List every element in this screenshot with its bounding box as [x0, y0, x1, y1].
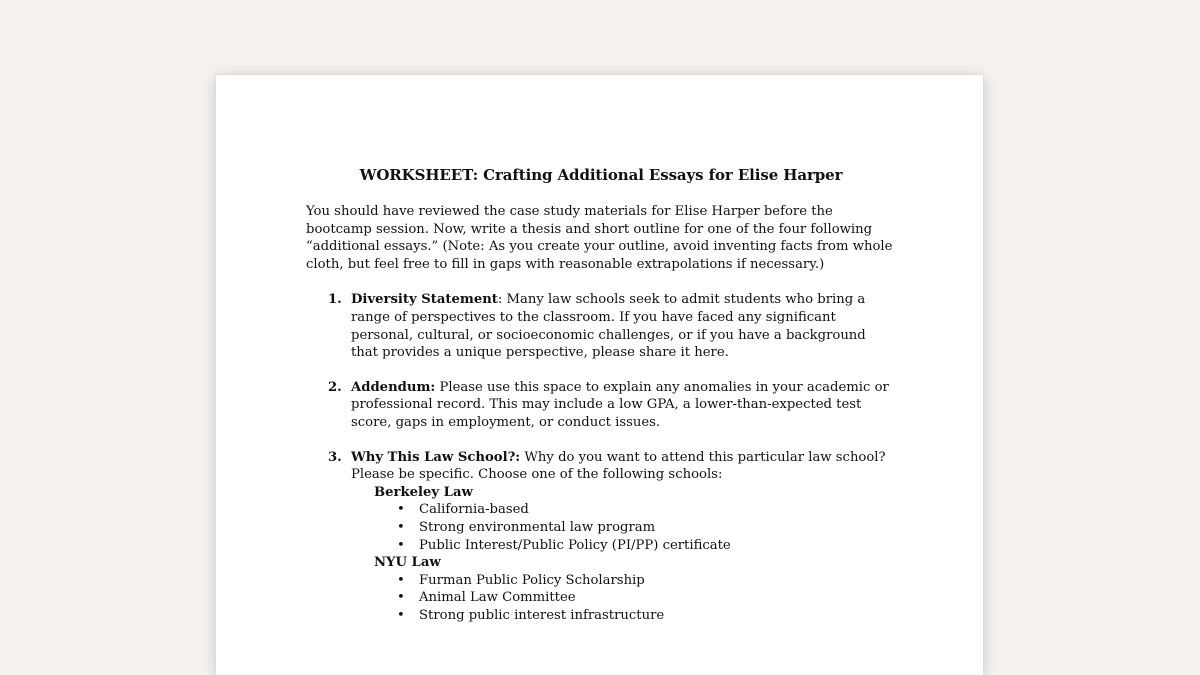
list-item-addendum [306, 379, 896, 432]
document-content [306, 165, 896, 641]
list-number: 3. [328, 449, 342, 465]
feature-item: • Strong public interest infrastructure [351, 607, 896, 625]
school-name-berkeley: Berkeley Law [374, 484, 473, 500]
item-text: Please use this space to explain any anomalies in your academic or professional record. This may include a low GPA, a lower-than-expected test score, gaps in employment, or conduct issues. [351, 379, 889, 430]
item-heading: Diversity Statement [351, 292, 498, 308]
feature-item: • Furman Public Policy Scholarship [351, 572, 896, 590]
list-number: 2. [328, 379, 342, 395]
school-name-nyu: NYU Law [374, 555, 441, 571]
essay-list [306, 291, 896, 624]
list-number: 1. [328, 292, 342, 308]
item-heading: Why This Law School?: [351, 449, 521, 465]
list-item-why-this-law-school [306, 449, 896, 625]
feature-item: • Animal Law Committee [351, 589, 896, 607]
list-item-diversity-statement [306, 291, 896, 361]
document-page [216, 75, 983, 675]
feature-item: • Strong environmental law program [351, 519, 896, 537]
feature-item: • California-based [351, 501, 896, 519]
school-feature-list [351, 501, 896, 554]
feature-item: • Public Interest/Public Policy (PI/PP) certificate [351, 537, 896, 555]
item-heading: Addendum: [351, 379, 436, 395]
item-text: Why do you want to attend this particular law school? Please be specific. Choose one of the following schools: [351, 449, 886, 483]
school-feature-list [351, 572, 896, 625]
item-text: : Many law schools seek to admit students who bring a range of perspectives to the classroom. If you have faced any significant personal, cultural, or socioeconomic challenges, or if you have a background that provides a unique perspective, please share it here. [351, 292, 866, 361]
document-title: WORKSHEET: Crafting Additional Essays for Elise Harper [359, 166, 843, 184]
intro-paragraph: You should have reviewed the case study materials for Elise Harper before the bootcamp session. Now, write a thesis and short outline for one of the four following “additional essays.” (Note: As you create your outline, avoid inventing facts from whole cloth, but feel free to fill in gaps with reasonable extrapolations if necessary.) [306, 204, 893, 272]
